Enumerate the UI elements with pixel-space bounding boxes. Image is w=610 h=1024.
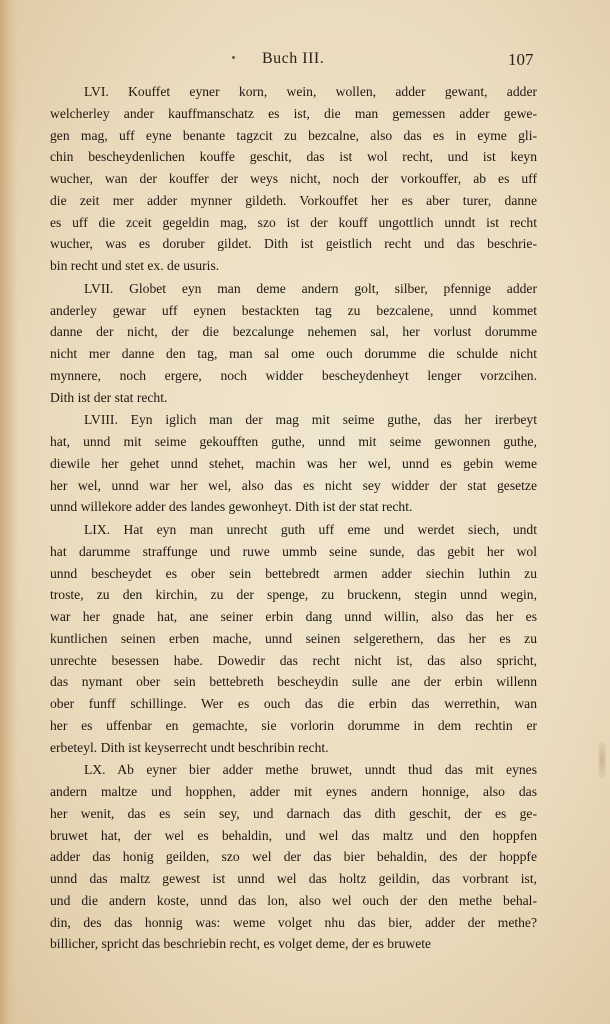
- section-lix: [50, 519, 537, 758]
- text-line: kuntlichen seinen erben mache, unnd seinen selgerethern, das her es zu: [50, 630, 537, 646]
- text-line: danne der nicht, der die bezcalunge nehemen sal, her vorlust dorumme: [50, 324, 537, 340]
- text-line: her wel, unnd war her wel, also das es nicht sey widder der stat gesetze: [50, 477, 537, 493]
- text-line: hat darumme straffunge und ruwe ummb seine sunde, das gebit her wol: [50, 543, 537, 559]
- text-line: diewile her gehet unnd stehet, machin was her wel, unnd es gebin weme: [50, 455, 537, 471]
- text-line: wucher, wan der kouffer der weys nicht, noch der vorkouffer, ab es uff: [50, 171, 537, 186]
- text-line: ober funff schillinge. Wer es ouch das die erbin das werrethin, wan: [50, 696, 537, 711]
- text-line: die zeit mer adder mynner gildeth. Vorkouffet her es aber turer, danne: [50, 192, 537, 208]
- text-line: und die andern koste, unnd das lon, also wel ouch der den methe behal-: [50, 892, 537, 908]
- section-lviii: [50, 409, 537, 518]
- running-header: [0, 50, 610, 72]
- text-line: LVIII. Eyn iglich man der mag mit seime guthe, das her irerbeyt: [84, 412, 537, 428]
- text-line: Dith ist der stat recht.: [50, 389, 168, 405]
- text-line: erbeteyl. Dith ist keyserrecht undt beschribin recht.: [50, 739, 329, 755]
- chapter-title: Buch III.: [262, 50, 325, 67]
- text-line: troste, zu den kirchin, zu der spenge, zu bruckenn, stegin unnd wegin,: [50, 587, 537, 603]
- text-line: gen mag, uff eyne benante tagzcit zu bezcalne, also das es in eyme gli-: [50, 127, 537, 143]
- text-line: es uff die zceit gegeldin mag, szo ist der kouff ungottlich unndt ist recht: [50, 214, 537, 230]
- text-line: anderley gewar uff eynen bestackten tag zu bezcalene, unnd kommet: [50, 302, 537, 318]
- text-line: LVII. Globet eyn man deme andern golt, silber, pfennige adder: [84, 280, 537, 296]
- page-body-text: [50, 81, 537, 955]
- text-line: war her gnade hat, ane seiner erbin dang unnd willin, also das her es: [50, 609, 537, 624]
- text-line: welcherley ander kauffmanschatz es ist, die man gemessen adder gewe-: [50, 105, 537, 121]
- page-edge-shadow: [0, 0, 18, 1024]
- section-lvii: [50, 278, 537, 409]
- text-line: her es uffenbar en gemachte, sie vorlorin dorumme in dem rechtin er: [50, 717, 537, 733]
- text-line: andern maltze und hopphen, adder mit eynes andern honnige, also das: [50, 784, 537, 799]
- text-line: LIX. Hat eyn man unrecht guth uff eme und werdet siech, undt: [84, 522, 537, 537]
- text-line: bruwet hat, der wel es behaldin, und wel das maltz und den hoppfen: [50, 827, 537, 843]
- text-line: hat, unnd mit seime gekoufften guthe, unnd mit seime gewonnen guthe,: [50, 434, 537, 449]
- text-line: billicher, spricht das beschriebin recht, es volget deme, der es bruwete: [50, 936, 432, 952]
- text-line: her wenit, das es sein sey, und darnach das dith geschit, der es ge-: [50, 805, 537, 821]
- text-line: LVI. Kouffet eyner korn, wein, wollen, adder gewant, adder: [84, 84, 537, 99]
- page-number: 107: [508, 50, 534, 69]
- text-line: das nymant ober sein bettebreth bescheydin sulle ane der erbin willenn: [50, 674, 537, 690]
- text-line: wucher, was es doruber gildet. Dith ist geistlich recht und das beschrie-: [50, 236, 537, 252]
- text-line: unnd bescheydet es ober sein bettebredt armen adder siechin luthin zu: [50, 565, 537, 581]
- text-line: unnd das maltz gewest ist unnd wel das holtz geildin, das vorbrant ist,: [50, 871, 537, 886]
- text-line: nicht mer danne den tag, man sal ome ouch dorumme die schulde nicht: [50, 346, 537, 361]
- section-lvi: [50, 81, 537, 277]
- text-line: bin recht und stet ex. de usuris.: [50, 258, 220, 273]
- text-line: unrechte besessen habe. Dowedir das recht nicht ist, das also spricht,: [50, 652, 537, 668]
- text-line: unnd willekore adder des landes gewonheyt. Dith ist der stat recht.: [50, 499, 413, 515]
- text-line: adder das honig geilden, szo wel der das bier behaldin, des der hoppfe: [50, 849, 537, 865]
- text-line: mynnere, noch ergere, noch widder bescheydenheyt lenger vorzcihen.: [50, 367, 537, 383]
- header-ornament-dot: [232, 56, 235, 59]
- paper-stain: [598, 742, 606, 778]
- text-line: din, des das honnig was: weme volget nhu das bier, adder der methe?: [50, 914, 537, 930]
- section-lx: [50, 759, 537, 955]
- text-line: chin bescheydenlichen kouffe geschit, das ist wol recht, und ist keyn: [50, 149, 537, 165]
- text-line: LX. Ab eyner bier adder methe bruwet, unndt thud das mit eynes: [84, 762, 537, 778]
